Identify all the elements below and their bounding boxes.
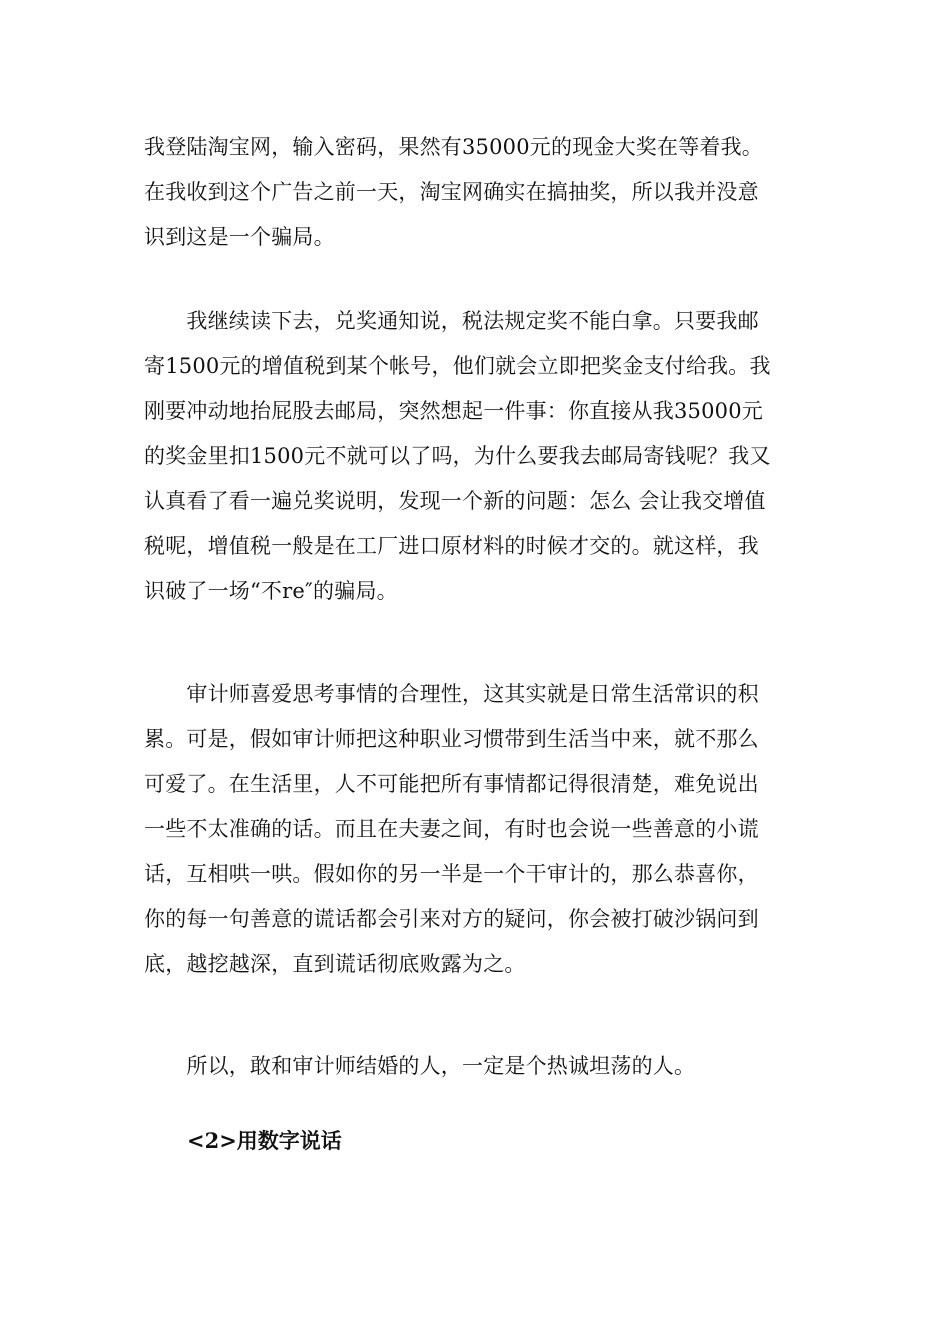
text-line: 认真看了看一遍兑奖说明，发现一个新的问题：怎么 会让我交增值 [144, 489, 766, 513]
text-line: 一些不太准确的话。而且在夫妻之间，有时也会说一些善意的小谎 [144, 817, 759, 841]
section-heading: <2>用数字说话 [187, 1128, 342, 1153]
text-line: 税呢，增值税一般是在工厂进口原材料的时候才交的。就这样，我 [144, 534, 759, 558]
paragraph-prize-notice [144, 299, 806, 614]
text-line: 审计师喜爱思考事情的合理性，这其实就是日常生活常识的积 [144, 682, 759, 706]
text-line: 的奖金里扣1500元不就可以了吗，为什么要我去邮局寄钱呢？我又 [144, 444, 771, 468]
text-line: 识破了一场“不re″的骗局。 [144, 579, 398, 603]
text-line: 底，越挖越深，直到谎话彻底败露为之。 [144, 952, 526, 976]
text-line: 话，互相哄一哄。假如你的另一半是一个干审计的，那么恭喜你， [144, 862, 759, 886]
text-line: 所以，敢和审计师结婚的人，一定是个热诚坦荡的人。 [144, 1054, 696, 1078]
paragraph-taobao-login [144, 125, 806, 260]
text-line: 你的每一句善意的谎话都会引来对方的疑问，你会被打破沙锅问到 [144, 907, 759, 931]
text-line: 可爱了。在生活里，人不可能把所有事情都记得很清楚，难免说出 [144, 772, 759, 796]
text-line: 刚要冲动地抬屁股去邮局，突然想起一件事：你直接从我35000元 [144, 399, 764, 423]
text-line: 寄1500元的增值税到某个帐号，他们就会立即把奖金支付给我。我 [144, 354, 771, 378]
text-line: 我登陆淘宝网，输入密码，果然有35000元的现金大奖在等着我。 [144, 135, 764, 159]
text-line: 累。可是，假如审计师把这种职业习惯带到生活当中来，就不那么 [144, 727, 759, 751]
paragraph-conclusion [144, 1044, 806, 1089]
text-line: 识到这是一个骗局。 [144, 225, 335, 249]
text-line: 我继续读下去，兑奖通知说，税法规定奖不能白拿。只要我邮 [144, 309, 759, 333]
text-line: 在我收到这个广告之前一天，淘宝网确实在搞抽奖，所以我并没意 [144, 180, 759, 204]
paragraph-auditor-reasoning [144, 672, 806, 987]
